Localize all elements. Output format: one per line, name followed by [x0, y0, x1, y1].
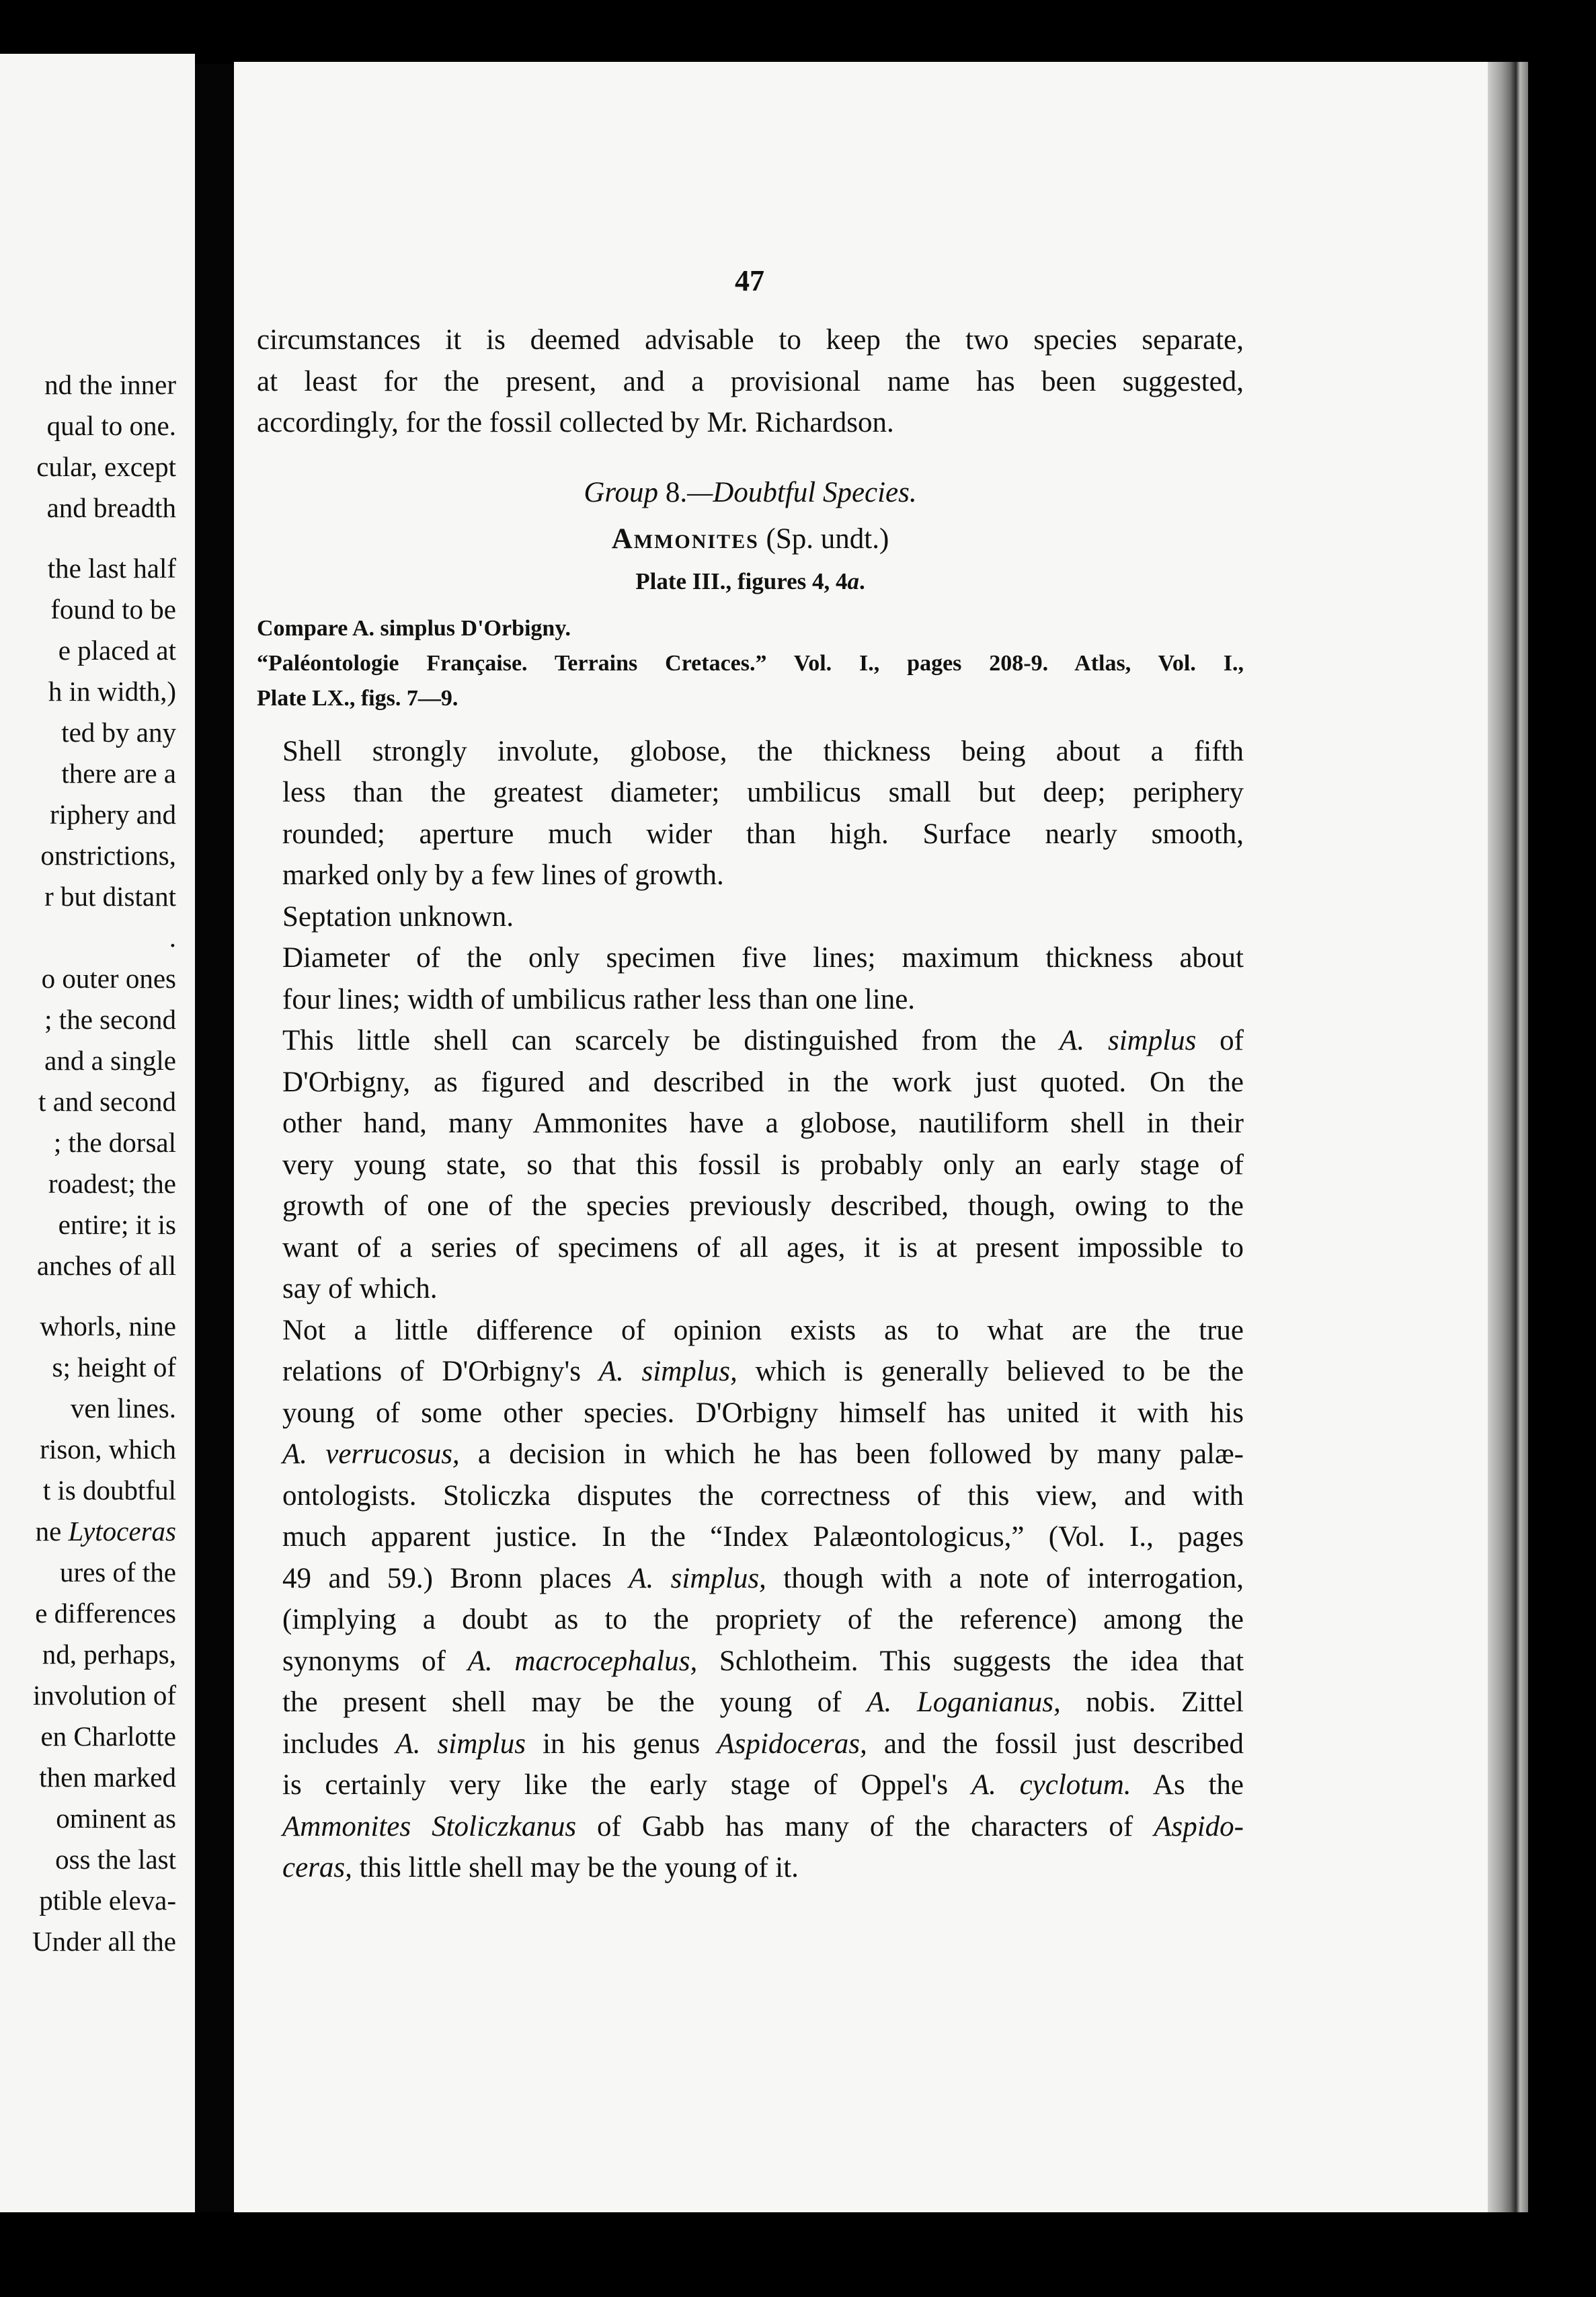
- reference-line: Plate LX., figs. 7—9.: [257, 685, 458, 711]
- text-line: A. verrucosus, a decision in which he has been followed by many palæ-: [282, 1438, 1244, 1470]
- previous-page-line: e differences: [35, 1598, 176, 1629]
- text-line: circumstances it is deemed advisable to keep the two species separate,: [257, 324, 1244, 356]
- previous-page-line: h in width,): [48, 676, 176, 707]
- text-line: includes A. simplus in his genus Aspidoceras, and the fossil just described: [282, 1727, 1244, 1760]
- previous-page-line: ptible eleva-: [39, 1885, 176, 1916]
- text-line: (implying a doubt as to the propriety of the reference) among the: [282, 1604, 1244, 1635]
- previous-page-text: [0, 364, 176, 1962]
- comparison-paragraph: [257, 1020, 1244, 1310]
- previous-page-line: there are a: [61, 758, 176, 789]
- page-body: [257, 319, 1244, 1889]
- group-heading: [257, 472, 1244, 514]
- previous-page-line: e placed at: [58, 635, 176, 666]
- discussion-paragraph: [257, 1310, 1244, 1889]
- description-paragraph: [257, 731, 1244, 896]
- text-line: ontologists. Stoliczka disputes the correctness of this view, and with: [282, 1479, 1244, 1512]
- text-line: growth of one of the species previously described, though, owing to the: [282, 1190, 1244, 1222]
- reference-line: “Paléontologie Française. Terrains Cretaces.” Vol. I., pages 208-9. Atlas, Vol. I.,: [257, 650, 1244, 676]
- previous-page-line: r but distant: [44, 881, 176, 912]
- previous-page-line: and a single: [44, 1045, 176, 1076]
- text-line: rounded; aperture much wider than high. Surface nearly smooth,: [282, 818, 1244, 850]
- previous-page-line: qual to one.: [46, 410, 176, 441]
- text-line: Shell strongly involute, globose, the thickness being about a fifth: [282, 735, 1244, 767]
- septation-text: Septation unknown.: [282, 900, 514, 933]
- synonymy-block: [257, 611, 1244, 716]
- text-line: Not a little difference of opinion exists as to what are the true: [282, 1314, 1244, 1346]
- plate-line: Plate III., figures 4, 4a.: [635, 568, 865, 594]
- previous-page-line: the last half: [47, 553, 176, 584]
- previous-page-line: ; the dorsal: [53, 1127, 176, 1158]
- text-line: say of which.: [282, 1273, 438, 1305]
- group-number: 8.: [665, 476, 688, 508]
- previous-page-line: ne Lytoceras: [35, 1516, 176, 1547]
- text-line: D'Orbigny, as figured and described in the work just quoted. On the: [282, 1066, 1244, 1098]
- previous-page-line: anches of all: [36, 1250, 176, 1281]
- text-line: at least for the present, and a provisional name has been suggested,: [257, 365, 1244, 397]
- text-line: four lines; width of umbilicus rather less than one line.: [282, 983, 916, 1015]
- previous-page-line: and breadth: [46, 492, 176, 523]
- previous-page-line: ; the second: [44, 1004, 176, 1035]
- previous-page-line: Under all the: [32, 1926, 176, 1957]
- previous-page-line: found to be: [50, 594, 176, 625]
- text-line: less than the greatest diameter; umbilicus small but deep; periphery: [282, 777, 1244, 808]
- previous-page-line: [0, 529, 176, 548]
- text-line: other hand, many Ammonites have a globose, nautiliform shell in their: [282, 1107, 1244, 1139]
- previous-page-line: ominent as: [56, 1803, 176, 1834]
- group-title: —Doubtful Species.: [687, 476, 917, 508]
- previous-page-line: riphery and: [50, 799, 176, 830]
- previous-page-line: involution of: [33, 1680, 176, 1711]
- previous-page-line: cular, except: [36, 451, 176, 482]
- dimensions-paragraph: [257, 937, 1244, 1020]
- previous-page-line: en Charlotte: [40, 1721, 176, 1752]
- previous-page-line: then marked: [39, 1762, 176, 1793]
- previous-page-line: rison, which: [40, 1434, 176, 1465]
- previous-page-line: ures of the: [59, 1557, 176, 1588]
- species-qualifier: (Sp. undt.): [766, 523, 889, 555]
- previous-page-fragment: [0, 54, 195, 2212]
- text-line: young of some other species. D'Orbigny himself has united it with his: [282, 1397, 1244, 1429]
- text-line: Diameter of the only specimen five lines; maximum thickness about: [282, 942, 1244, 974]
- previous-page-line: s; height of: [52, 1352, 176, 1383]
- intro-paragraph: [257, 319, 1244, 444]
- previous-page-line: ven lines.: [70, 1393, 176, 1424]
- group-label: Group: [584, 476, 659, 508]
- previous-page-line: onstrictions,: [40, 840, 176, 871]
- text-line: This little shell can scarcely be distinguished from the A. simplus of: [282, 1025, 1244, 1056]
- text-line: much apparent justice. In the “Index Palæontologicus,” (Vol. I., pages: [282, 1521, 1244, 1553]
- text-line: want of a series of specimens of all ages, it is at present impossible to: [282, 1231, 1244, 1263]
- previous-page-line: nd, perhaps,: [42, 1639, 176, 1670]
- species-heading: [257, 518, 1244, 560]
- species-name: Ammonites: [611, 523, 759, 555]
- previous-page-line: t is doubtful: [42, 1475, 176, 1506]
- text-line: very young state, so that this fossil is probably only an early stage of: [282, 1148, 1244, 1181]
- previous-page-line: o outer ones: [41, 963, 176, 994]
- page-number: 47: [735, 264, 764, 297]
- text-line: Ammonites Stoliczkanus of Gabb has many of the characters of Aspido-: [282, 1810, 1244, 1842]
- text-line: relations of D'Orbigny's A. simplus, which is generally believed to be the: [282, 1356, 1244, 1387]
- previous-page-line: .: [169, 922, 176, 953]
- text-line: is certainly very like the early stage of Oppel's A. cyclotum. As the: [282, 1769, 1244, 1801]
- text-line: ceras, this little shell may be the young of it.: [282, 1852, 799, 1883]
- compare-line: Compare A. simplus D'Orbigny.: [257, 615, 571, 641]
- previous-page-line: whorls, nine: [40, 1311, 176, 1341]
- text-line: marked only by a few lines of growth.: [282, 859, 724, 891]
- text-line: 49 and 59.) Bronn places A. simplus, though with a note of interrogation,: [282, 1562, 1244, 1594]
- book-gutter: [195, 64, 235, 2212]
- previous-page-line: t and second: [38, 1086, 176, 1117]
- plate-reference: [257, 564, 1244, 599]
- page-edges: [1488, 62, 1528, 2212]
- text-line: the present shell may be the young of A. Loganianus, nobis. Zittel: [282, 1686, 1244, 1718]
- septation-paragraph: [257, 896, 1244, 938]
- previous-page-line: roadest; the: [48, 1168, 176, 1199]
- previous-page-line: ted by any: [61, 717, 176, 748]
- text-line: synonyms of A. macrocephalus, Schlotheim. This suggests the idea that: [282, 1645, 1244, 1677]
- text-line: accordingly, for the fossil collected by Mr. Richardson.: [257, 407, 894, 438]
- previous-page-line: [0, 1286, 176, 1306]
- previous-page-line: entire; it is: [58, 1209, 176, 1240]
- previous-page-line: oss the last: [55, 1844, 176, 1875]
- previous-page-line: nd the inner: [44, 369, 176, 400]
